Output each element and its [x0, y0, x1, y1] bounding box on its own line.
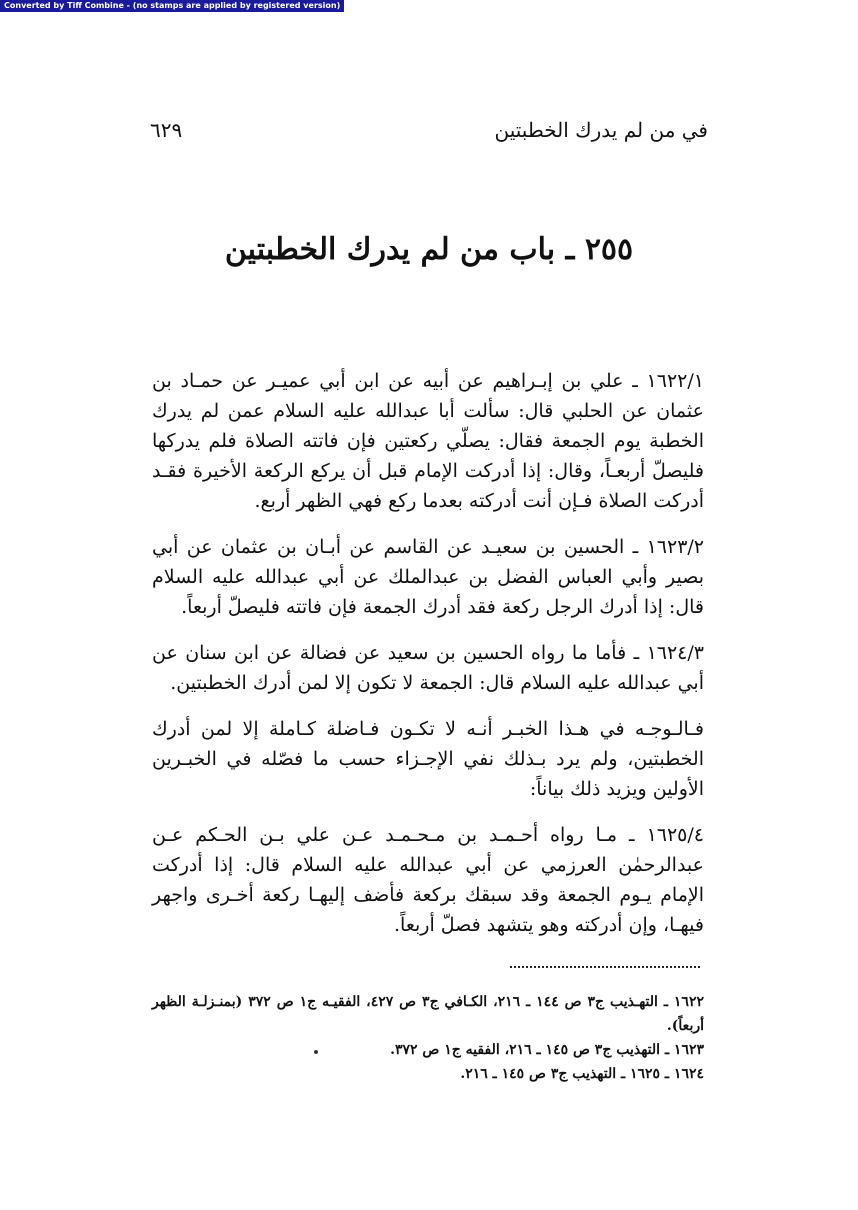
chapter-title: ٢٥٥ ـ باب من لم يدرك الخطبتين [224, 232, 634, 267]
scan-speck [314, 1050, 318, 1054]
footnote: ١٦٢٤ ـ ١٦٢٥ ـ التهذيب ج٣ ص ١٤٥ ـ ٢١٦. [460, 1066, 704, 1082]
page-header [150, 118, 708, 146]
hadith-text: ـ فأما ما رواه الحسين بن سعيد عن فضالة عن ابن سنان عن أبي عبدالله عليه السلام قال: الجمعة لا تكون إلا لمن أدرك الخطبتين. [152, 642, 704, 694]
conversion-banner: Converted by Tiff Combine - (no stamps are applied by registered version) [0, 0, 344, 12]
running-title: في من لم يدرك الخطبتين [494, 118, 708, 142]
footnotes [152, 990, 704, 1086]
hadith-number: ١٦٢٢/١ [646, 370, 704, 392]
hadith-number: ١٦٢٣/٢ [646, 536, 705, 558]
hadith-number: ١٦٢٥/٤ [646, 824, 704, 846]
footnote: ١٦٢٢ ـ التهـذيب ج٣ ص ١٤٤ ـ ٢١٦، الكـافي ج٣ ص ٤٢٧، الفقيـه ج١ ص ٣٧٢ (بمنـزلـة الظهر أربعاً). [152, 994, 704, 1034]
hadith-text: ـ الحسين بن سعيـد عن القاسم عن أبـان بن عثمان عن أبي بصير وأبي العباس الفضل بن عبدالملك عن أبي عبدالله عليه السلام قال: إذا أدرك الرجل ركعة فقد أدرك الجمعة فإن فاتته فليصلّ أربعاً. [152, 536, 704, 618]
hadith-paragraph [152, 638, 704, 698]
hadith-text: ـ مـا رواه أحـمـد بن مـحـمـد عـن علي بـن الحـكم عـن عبدالرحمٰن العرزمي عن أبي عبدالله عليه السلام قال: إذا أدركت الإمام يـوم الجمعة وقد سبقك بركعة فأضف إليهـا ركعة أخـرى واجهر فيهـا، وإن أدركته وهو يتشهد فصلّ أربعاً. [152, 824, 704, 936]
footnote-separator [510, 966, 700, 968]
page-number: ٦٢٩ [150, 118, 183, 142]
hadith-text: ـ علي بن إبـراهيم عن أبيه عن ابن أبي عميـر عن حمـاد بن عثمان عن الحلبي قال: سألت أبا عبدالله عليه السلام عمن لم يدرك الخطبة يوم الجمعة فقال: يصلّي ركعتين فإن فاتته الصلاة فلم يدركها فليصلّ أربعـاً، وقال: إذا أدركت الإمام قبل أن يركع الركعة الأخيرة فقـد أدركت الصلاة فـإن أنت أدركته بعدما ركع فهي الظهر أربع. [152, 370, 704, 512]
hadith-paragraph [152, 366, 704, 516]
commentary-paragraph: فـالـوجـه في هـذا الخبـر أنـه لا تكـون فـاضلة كـاملة إلا لمن أدرك الخطبتين، ولم يرد بـذلك نفي الإجـزاء حسب ما فصّله في الخبـرين الأولين ويزيد ذلك بياناً: [152, 718, 704, 800]
body-text [152, 366, 704, 956]
hadith-paragraph [152, 532, 704, 622]
hadith-paragraph [152, 820, 704, 940]
footnote: ١٦٢٣ ـ التهذيب ج٣ ص ١٤٥ ـ ٢١٦، الفقيه ج١ ص ٣٧٢. [390, 1042, 704, 1058]
hadith-number: ١٦٢٤/٣ [646, 642, 704, 664]
